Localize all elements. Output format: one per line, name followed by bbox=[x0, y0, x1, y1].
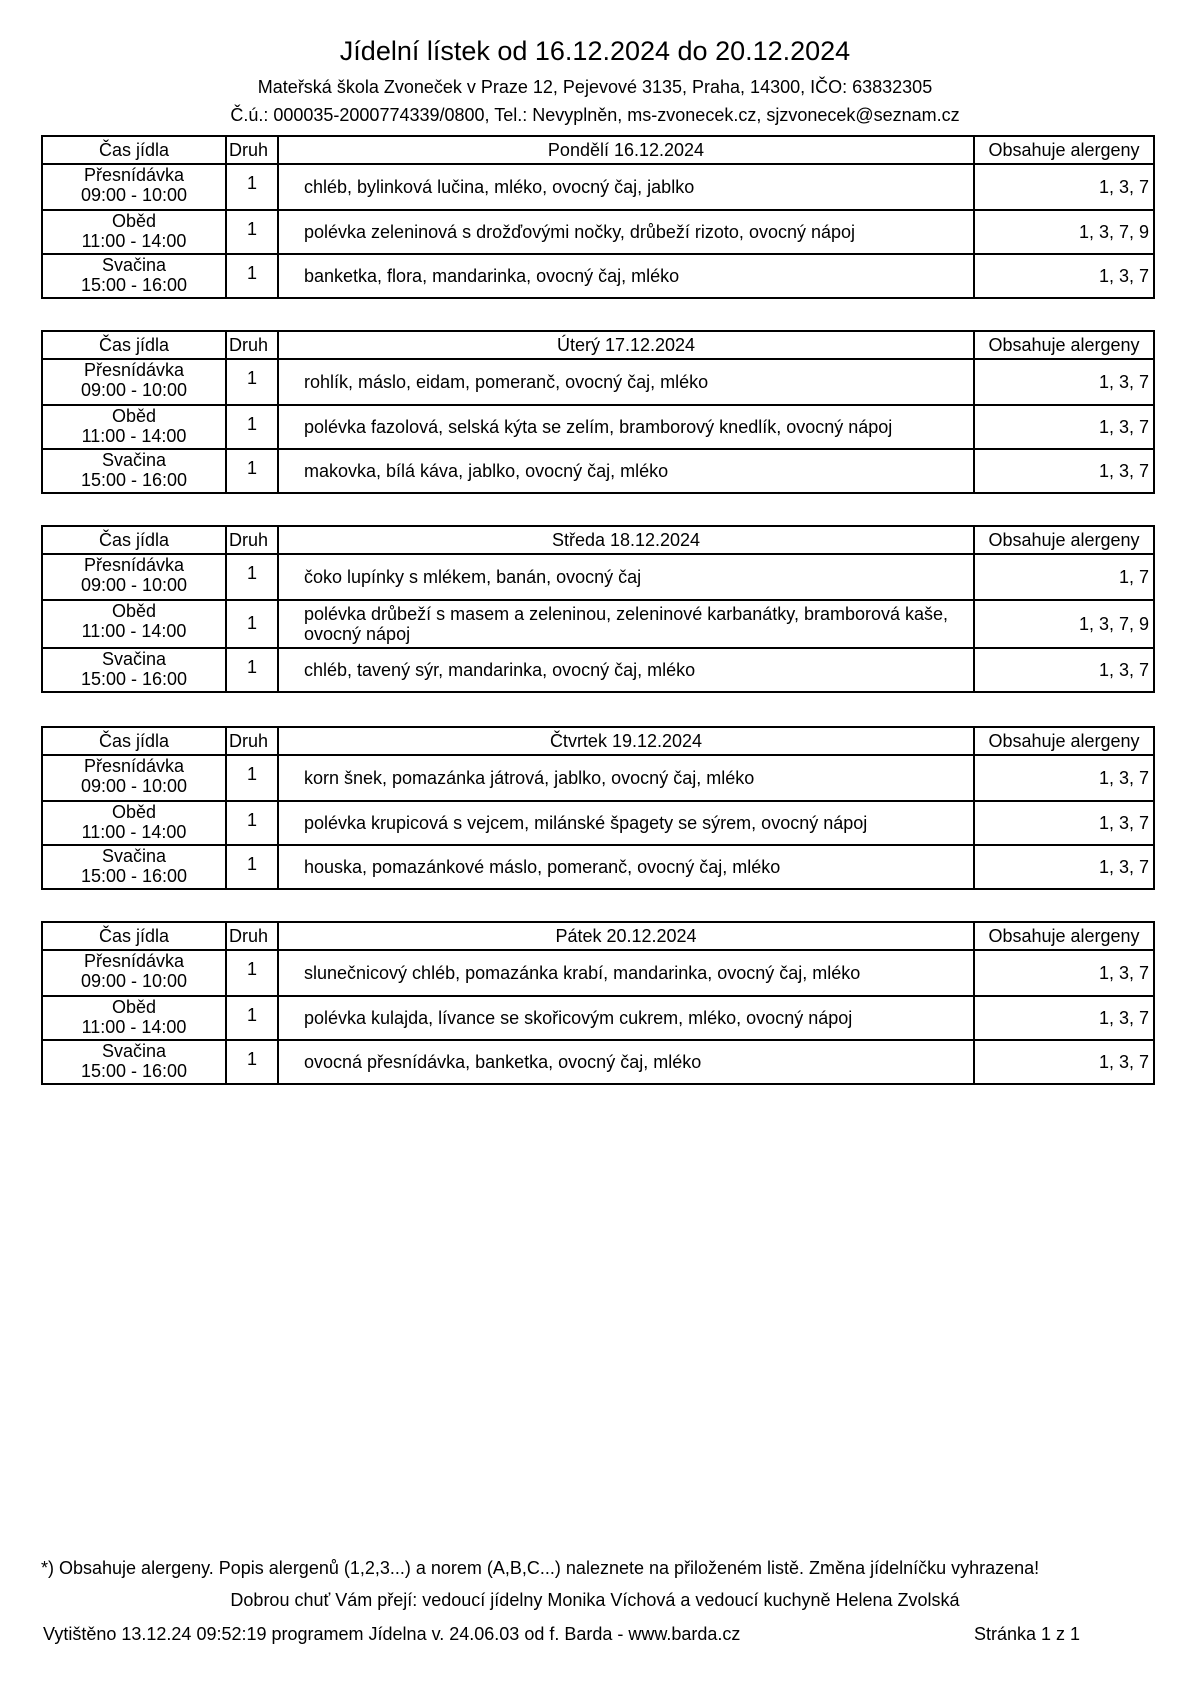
meal-allergens: 1, 3, 7 bbox=[1098, 416, 1149, 437]
col-time-header: Čas jídla bbox=[43, 527, 227, 553]
meal-kind: 1 bbox=[227, 1041, 279, 1083]
meal-food-text: polévka krupicová s vejcem, milánské špagety se sýrem, ovocný nápoj bbox=[304, 813, 868, 833]
col-time-header: Čas jídla bbox=[43, 923, 227, 949]
meal-time-cell bbox=[43, 450, 227, 492]
meal-time-cell bbox=[43, 555, 227, 599]
day-heading: Úterý 17.12.2024 bbox=[279, 332, 975, 358]
meal-time: 09:00 - 10:00 bbox=[80, 185, 188, 205]
table-row bbox=[43, 599, 1153, 647]
meal-time-cell bbox=[43, 846, 227, 888]
table-header bbox=[43, 923, 1153, 951]
meal-food bbox=[279, 951, 975, 995]
meal-time: 11:00 - 14:00 bbox=[81, 822, 187, 842]
col-allergens-header: Obsahuje alergeny bbox=[988, 335, 1140, 355]
meal-food-text: čoko lupínky s mlékem, banán, ovocný čaj bbox=[304, 567, 642, 587]
table-header bbox=[43, 137, 1153, 165]
meal-food-text: ovocná přesnídávka, banketka, ovocný čaj, mléko bbox=[304, 1052, 702, 1072]
meal-kind: 1 bbox=[227, 450, 279, 492]
page-number: Stránka 1 z 1 bbox=[974, 1624, 1081, 1644]
meal-name: Svačina bbox=[101, 255, 167, 275]
table-row bbox=[43, 253, 1153, 297]
meal-kind: 1 bbox=[227, 649, 279, 691]
meal-name: Oběd bbox=[111, 601, 157, 621]
meal-time-cell bbox=[43, 601, 227, 647]
meal-kind: 1 bbox=[227, 555, 279, 599]
meal-name: Oběd bbox=[111, 406, 157, 426]
table-header bbox=[43, 728, 1153, 756]
meal-food bbox=[279, 555, 975, 599]
table-row bbox=[43, 209, 1153, 253]
meal-kind: 1 bbox=[227, 997, 279, 1039]
col-kind-header: Druh bbox=[227, 728, 279, 754]
meal-food-text: houska, pomazánkové máslo, pomeranč, ovocný čaj, mléko bbox=[304, 857, 781, 877]
day-table bbox=[41, 330, 1155, 494]
table-row bbox=[43, 800, 1153, 844]
col-kind-header: Druh bbox=[227, 527, 279, 553]
col-kind-header: Druh bbox=[227, 923, 279, 949]
contact-info: Č.ú.: 000035-2000774339/0800, Tel.: Nevyplněn, ms-zvonecek.cz, sjzvonecek@seznam.cz bbox=[230, 105, 960, 125]
col-allergens-header: Obsahuje alergeny bbox=[988, 926, 1140, 946]
meal-food bbox=[279, 165, 975, 209]
meal-time-cell bbox=[43, 165, 227, 209]
meal-time: 11:00 - 14:00 bbox=[81, 426, 187, 446]
meal-time: 15:00 - 16:00 bbox=[80, 275, 188, 295]
col-time-header: Čas jídla bbox=[43, 332, 227, 358]
meal-food-text: polévka kulajda, lívance se skořicovým cukrem, mléko, ovocný nápoj bbox=[304, 1008, 853, 1028]
day-table bbox=[41, 726, 1155, 890]
meal-name: Svačina bbox=[101, 649, 167, 669]
meal-allergens: 1, 7 bbox=[1118, 566, 1149, 587]
meal-name: Přesnídávka bbox=[83, 165, 185, 185]
school-info: Mateřská škola Zvoneček v Praze 12, Pejevové 3135, Praha, 14300, IČO: 63832305 bbox=[257, 77, 933, 97]
meal-kind: 1 bbox=[227, 846, 279, 888]
meal-food-text: banketka, flora, mandarinka, ovocný čaj, mléko bbox=[304, 266, 680, 286]
meal-allergens: 1, 3, 7 bbox=[1098, 1051, 1149, 1072]
table-row bbox=[43, 995, 1153, 1039]
meal-food bbox=[279, 802, 975, 844]
meal-name: Svačina bbox=[101, 846, 167, 866]
meal-food bbox=[279, 1041, 975, 1083]
table-header bbox=[43, 332, 1153, 360]
meal-time-cell bbox=[43, 360, 227, 404]
table-header bbox=[43, 527, 1153, 555]
day-table bbox=[41, 921, 1155, 1085]
table-row bbox=[43, 360, 1153, 404]
meal-food-text: polévka drůbeží s masem a zeleninou, zeleninové karbanátky, bramborová kaše, ovocný nápoj bbox=[304, 604, 949, 644]
meal-allergens: 1, 3, 7 bbox=[1098, 176, 1149, 197]
meal-time: 11:00 - 14:00 bbox=[81, 621, 187, 641]
meal-name: Oběd bbox=[111, 211, 157, 231]
meal-time: 09:00 - 10:00 bbox=[80, 971, 188, 991]
meal-name: Přesnídávka bbox=[83, 951, 185, 971]
col-allergens-header: Obsahuje alergeny bbox=[988, 140, 1140, 160]
col-allergens-header: Obsahuje alergeny bbox=[988, 731, 1140, 751]
table-row bbox=[43, 165, 1153, 209]
meal-food-text: rohlík, máslo, eidam, pomeranč, ovocný čaj, mléko bbox=[304, 372, 709, 392]
meal-allergens: 1, 3, 7, 9 bbox=[1078, 221, 1149, 242]
table-row bbox=[43, 844, 1153, 888]
meal-time-cell bbox=[43, 211, 227, 253]
meal-name: Oběd bbox=[111, 997, 157, 1017]
meal-name: Přesnídávka bbox=[83, 756, 185, 776]
meal-food bbox=[279, 406, 975, 448]
meal-time: 09:00 - 10:00 bbox=[80, 380, 188, 400]
meal-kind: 1 bbox=[227, 756, 279, 800]
table-row bbox=[43, 647, 1153, 691]
meal-time-cell bbox=[43, 255, 227, 297]
meal-allergens: 1, 3, 7 bbox=[1098, 659, 1149, 680]
meal-food-text: polévka zeleninová s drožďovými nočky, drůbeží rizoto, ovocný nápoj bbox=[304, 222, 856, 242]
col-allergens-header: Obsahuje alergeny bbox=[988, 530, 1140, 550]
meal-name: Přesnídávka bbox=[83, 360, 185, 380]
meal-time-cell bbox=[43, 756, 227, 800]
day-table bbox=[41, 525, 1155, 693]
meal-kind: 1 bbox=[227, 601, 279, 647]
meal-food bbox=[279, 649, 975, 691]
meal-food-text: polévka fazolová, selská kýta se zelím, bramborový knedlík, ovocný nápoj bbox=[304, 417, 893, 437]
day-heading: Pátek 20.12.2024 bbox=[279, 923, 975, 949]
meal-allergens: 1, 3, 7, 9 bbox=[1078, 613, 1149, 634]
col-kind-header: Druh bbox=[227, 332, 279, 358]
meal-allergens: 1, 3, 7 bbox=[1098, 962, 1149, 983]
meal-time: 15:00 - 16:00 bbox=[80, 866, 188, 886]
meal-food bbox=[279, 601, 975, 647]
table-row bbox=[43, 951, 1153, 995]
meal-allergens: 1, 3, 7 bbox=[1098, 812, 1149, 833]
meal-time-cell bbox=[43, 997, 227, 1039]
meal-food-text: chléb, tavený sýr, mandarinka, ovocný čaj, mléko bbox=[304, 660, 696, 680]
day-heading: Čtvrtek 19.12.2024 bbox=[279, 728, 975, 754]
meal-food bbox=[279, 211, 975, 253]
meal-name: Svačina bbox=[101, 1041, 167, 1061]
meal-allergens: 1, 3, 7 bbox=[1098, 371, 1149, 392]
day-heading: Středa 18.12.2024 bbox=[279, 527, 975, 553]
meal-name: Oběd bbox=[111, 802, 157, 822]
col-kind-header: Druh bbox=[227, 137, 279, 163]
table-row bbox=[43, 756, 1153, 800]
meal-time-cell bbox=[43, 802, 227, 844]
meal-food bbox=[279, 255, 975, 297]
meal-allergens: 1, 3, 7 bbox=[1098, 856, 1149, 877]
meal-time: 11:00 - 14:00 bbox=[81, 231, 187, 251]
allergen-note: *) Obsahuje alergeny. Popis alergenů (1,2,3...) a norem (A,B,C...) naleznete na přiloženém listě. Změna jídelníčku vyhrazena! bbox=[41, 1558, 1040, 1578]
meal-time: 15:00 - 16:00 bbox=[80, 470, 188, 490]
meal-time-cell bbox=[43, 649, 227, 691]
meal-food-text: korn šnek, pomazánka játrová, jablko, ovocný čaj, mléko bbox=[304, 768, 755, 788]
meal-time-cell bbox=[43, 1041, 227, 1083]
page-title: Jídelní lístek od 16.12.2024 do 20.12.2024 bbox=[339, 36, 851, 66]
meal-time-cell bbox=[43, 951, 227, 995]
meal-allergens: 1, 3, 7 bbox=[1098, 767, 1149, 788]
meal-time: 15:00 - 16:00 bbox=[80, 669, 188, 689]
col-time-header: Čas jídla bbox=[43, 137, 227, 163]
meal-food bbox=[279, 450, 975, 492]
meal-allergens: 1, 3, 7 bbox=[1098, 460, 1149, 481]
meal-kind: 1 bbox=[227, 211, 279, 253]
meal-food bbox=[279, 997, 975, 1039]
meal-food bbox=[279, 846, 975, 888]
meal-time: 15:00 - 16:00 bbox=[80, 1061, 188, 1081]
meal-time-cell bbox=[43, 406, 227, 448]
meal-kind: 1 bbox=[227, 951, 279, 995]
meal-allergens: 1, 3, 7 bbox=[1098, 1007, 1149, 1028]
meal-food bbox=[279, 360, 975, 404]
meal-name: Svačina bbox=[101, 450, 167, 470]
printed-info: Vytištěno 13.12.24 09:52:19 programem Jídelna v. 24.06.03 od f. Barda - www.barda.cz bbox=[43, 1624, 741, 1644]
col-time-header: Čas jídla bbox=[43, 728, 227, 754]
meal-kind: 1 bbox=[227, 802, 279, 844]
meal-time: 11:00 - 14:00 bbox=[81, 1017, 187, 1037]
meal-time: 09:00 - 10:00 bbox=[80, 776, 188, 796]
table-row bbox=[43, 1039, 1153, 1083]
meal-kind: 1 bbox=[227, 406, 279, 448]
meal-food-text: slunečnicový chléb, pomazánka krabí, mandarinka, ovocný čaj, mléko bbox=[304, 963, 861, 983]
table-row bbox=[43, 555, 1153, 599]
meal-kind: 1 bbox=[227, 255, 279, 297]
meal-time: 09:00 - 10:00 bbox=[80, 575, 188, 595]
meal-food-text: makovka, bílá káva, jablko, ovocný čaj, mléko bbox=[304, 461, 669, 481]
table-row bbox=[43, 448, 1153, 492]
meal-food-text: chléb, bylinková lučina, mléko, ovocný čaj, jablko bbox=[304, 177, 695, 197]
meal-allergens: 1, 3, 7 bbox=[1098, 265, 1149, 286]
meal-kind: 1 bbox=[227, 360, 279, 404]
meal-kind: 1 bbox=[227, 165, 279, 209]
day-heading: Pondělí 16.12.2024 bbox=[279, 137, 975, 163]
meal-food bbox=[279, 756, 975, 800]
greeting-line: Dobrou chuť Vám přejí: vedoucí jídelny Monika Víchová a vedoucí kuchyně Helena Zvolská bbox=[230, 1590, 960, 1610]
meal-name: Přesnídávka bbox=[83, 555, 185, 575]
day-table bbox=[41, 135, 1155, 299]
table-row bbox=[43, 404, 1153, 448]
